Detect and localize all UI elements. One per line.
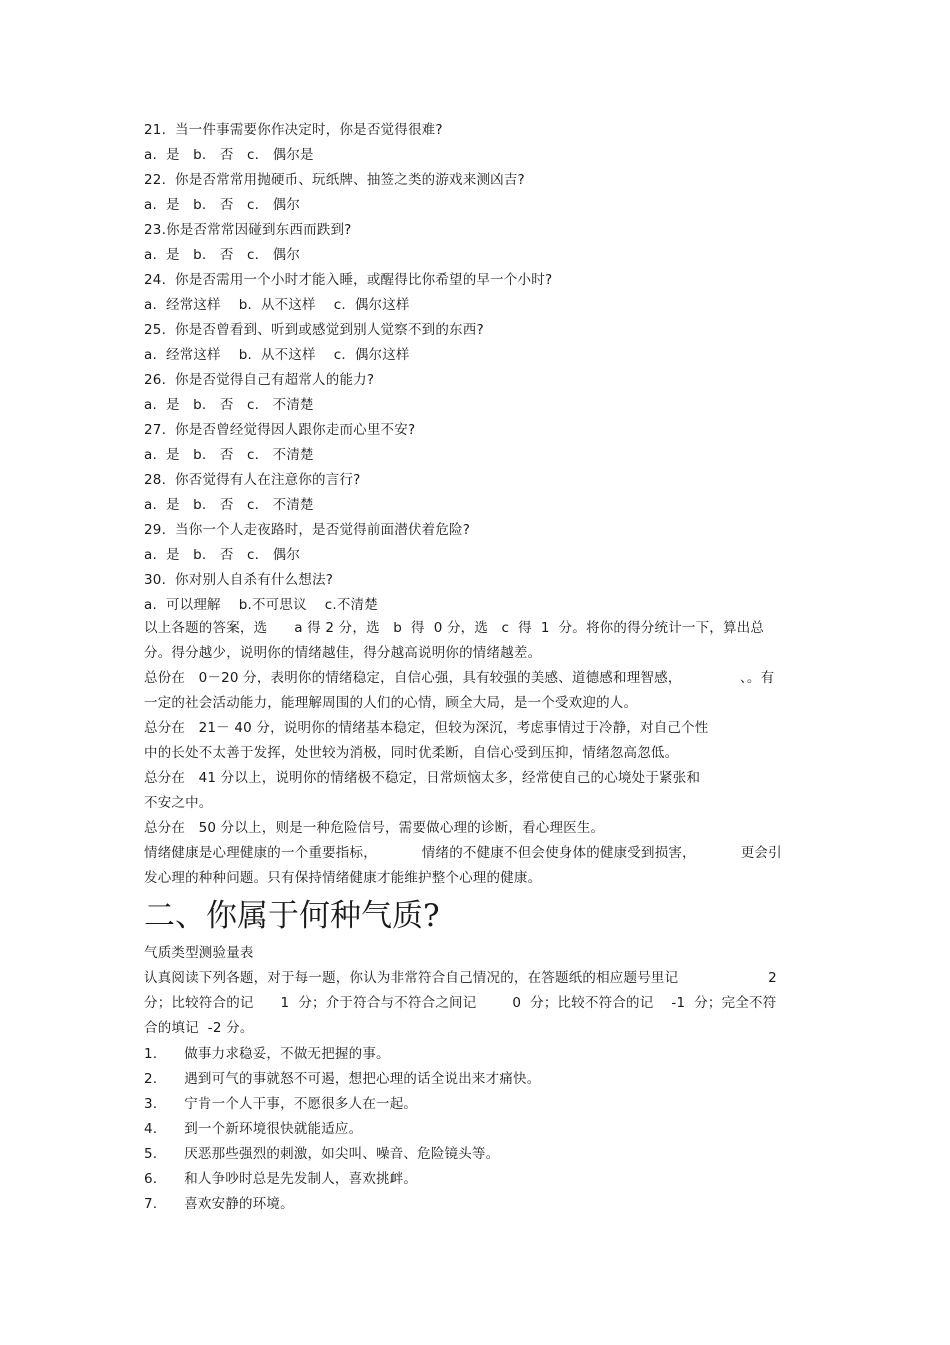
question-28: 28. 你否觉得有人在注意你的言行? bbox=[144, 472, 361, 488]
question-22: 22. 你是否常常用抛硬币、玩纸牌、抽签之类的游戏来测凶吉? bbox=[144, 172, 525, 188]
options-28: a. 是 b. 否 c. 不清楚 bbox=[144, 497, 314, 513]
scoring-line: 一定的社会活动能力，能理解周围的人们的心情，顾全大局，是一个受欢迎的人。 bbox=[144, 695, 638, 711]
scoring-line: 情绪健康是心理健康的一个重要指标， 情绪的不健康不但会使身体的健康受到损害， 更会引 bbox=[144, 845, 782, 861]
list-item: 2. 遇到可气的事就怒不可遏，想把心理的话全说出来才痛快。 bbox=[144, 1071, 541, 1087]
intro-line: 分；比较符合的记 1 分；介于符合与不符合之间记 0 分；比较不符合的记 -1 分；完全不符 bbox=[144, 995, 777, 1011]
scoring-line: 总分在 41 分以上，说明你的情绪极不稳定，日常烦恼太多，经常使自己的心境处于紧张和 bbox=[144, 770, 701, 786]
list-item: 6. 和人争吵时总是先发制人，喜欢挑衅。 bbox=[144, 1171, 418, 1187]
question-23: 23.你是否常常因碰到东西而跌到? bbox=[144, 222, 352, 238]
scoring-line: 总份在 0－20 分，表明你的情绪稳定，自信心强，具有较强的美感、道德感和理智感， 、。有 bbox=[144, 670, 775, 686]
options-30: a. 可以理解 b.不可思议 c.不清楚 bbox=[144, 597, 378, 613]
list-item: 1. 做事力求稳妥，不做无把握的事。 bbox=[144, 1046, 390, 1062]
options-22: a. 是 b. 否 c. 偶尔 bbox=[144, 197, 301, 213]
list-item: 4. 到一个新环境很快就能适应。 bbox=[144, 1121, 363, 1137]
options-25: a. 经常这样 b. 从不这样 c. 偶尔这样 bbox=[144, 347, 410, 363]
question-21: 21. 当一件事需要你作决定时，你是否觉得很难? bbox=[144, 122, 443, 138]
scoring-line: 分。得分越少，说明你的情绪越佳，得分越高说明你的情绪越差。 bbox=[144, 645, 542, 661]
question-27: 27. 你是否曾经觉得因人跟你走而心里不安? bbox=[144, 422, 416, 438]
scoring-line: 发心理的种种问题。只有保持情绪健康才能维护整个心理的健康。 bbox=[144, 870, 542, 886]
options-26: a. 是 b. 否 c. 不清楚 bbox=[144, 397, 314, 413]
intro-line: 合的填记 -2 分。 bbox=[144, 1020, 254, 1036]
options-29: a. 是 b. 否 c. 偶尔 bbox=[144, 547, 301, 563]
question-24: 24. 你是否需用一个小时才能入睡，或醒得比你希望的早一个小时? bbox=[144, 272, 553, 288]
section-heading: 二、你属于何种气质? bbox=[144, 898, 440, 934]
options-24: a. 经常这样 b. 从不这样 c. 偶尔这样 bbox=[144, 297, 410, 313]
question-29: 29. 当你一个人走夜路时，是否觉得前面潜伏着危险? bbox=[144, 522, 471, 538]
list-item: 7. 喜欢安静的环境。 bbox=[144, 1196, 294, 1212]
section-subtitle: 气质类型测验量表 bbox=[144, 945, 254, 961]
scoring-line: 不安之中。 bbox=[144, 795, 213, 811]
scoring-line: 总分在 21－ 40 分，说明你的情绪基本稳定，但较为深沉，考虑事情过于冷静，对自己个性 bbox=[144, 720, 709, 736]
intro-line: 认真阅读下列各题，对于每一题，你认为非常符合自己情况的，在答题纸的相应题号里记 2 bbox=[144, 970, 777, 986]
scoring-line: 总分在 50 分以上，则是一种危险信号，需要做心理的诊断，看心理医生。 bbox=[144, 820, 605, 836]
question-26: 26. 你是否觉得自己有超常人的能力? bbox=[144, 372, 375, 388]
options-21: a. 是 b. 否 c. 偶尔是 bbox=[144, 147, 314, 163]
options-27: a. 是 b. 否 c. 不清楚 bbox=[144, 447, 314, 463]
question-30: 30. 你对别人自杀有什么想法? bbox=[144, 572, 334, 588]
options-23: a. 是 b. 否 c. 偶尔 bbox=[144, 247, 301, 263]
question-25: 25. 你是否曾看到、听到或感觉到别人觉察不到的东西? bbox=[144, 322, 484, 338]
list-item: 3. 宁肯一个人干事，不愿很多人在一起。 bbox=[144, 1096, 418, 1112]
list-item: 5. 厌恶那些强烈的刺激，如尖叫、噪音、危险镜头等。 bbox=[144, 1146, 500, 1162]
scoring-line: 以上各题的答案，选 a 得 2 分，选 b 得 0 分，选 c 得 1 分。将你的得分统计一下，算出总 bbox=[144, 620, 765, 636]
scoring-line: 中的长处不太善于发挥，处世较为消极，同时优柔断，自信心受到压抑，情绪忽高忽低。 bbox=[144, 745, 679, 761]
